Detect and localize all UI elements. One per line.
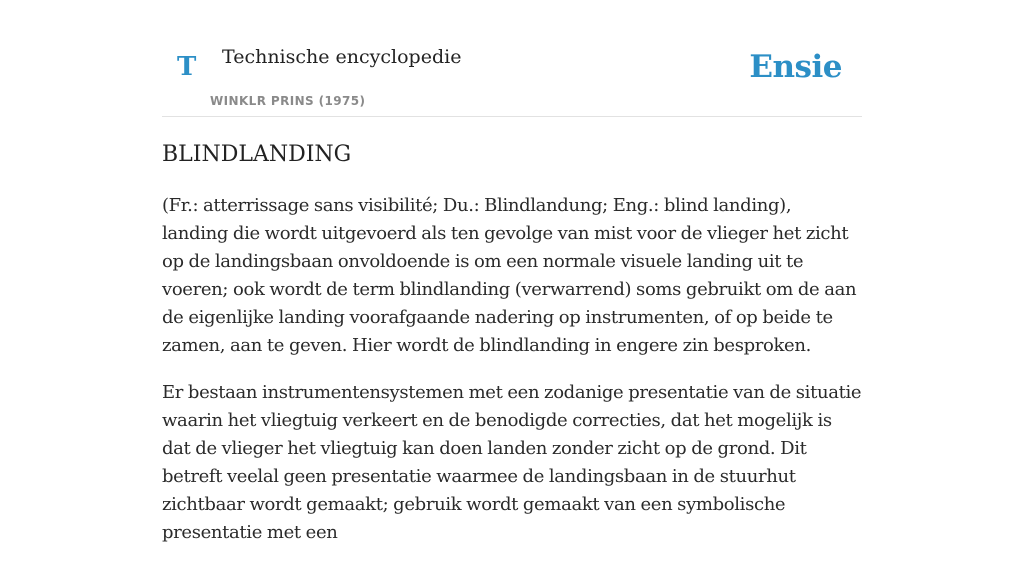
article-body bbox=[162, 192, 862, 566]
article-paragraph: Er bestaan instrumentensystemen met een zodanige presentatie van de situatie waarin het vliegtuig verkeert en de benodigde correcties, dat het mogelijk is dat de vlieger het vliegtuig kan doen landen zonder zicht op de grond. Dit betreft veelal geen presentatie waarmee de landingsbaan in de stuurhut zichtbaar wordt gemaakt; gebruik wordt gemaakt van een symbolische presentatie met een bbox=[162, 382, 862, 543]
site-header bbox=[162, 0, 862, 117]
article-headword: BLINDLANDING bbox=[162, 142, 352, 167]
book-subtitle: WINKLR PRINS (1975) bbox=[210, 94, 366, 108]
article-paragraph: (Fr.: atterrissage sans visibilité; Du.: Blindlandung; Eng.: blind landing), landing die wordt uitgevoerd als ten gevolge van mist voor de vlieger het zicht op de landingsbaan onvoldoende is om een normale visuele landing uit te voeren; ook wordt de term blindlanding (verwarrend) soms gebruikt om de aan de eigenlijke landing voorafgaande nadering op instrumenten, of op beide te zamen, aan te geven. Hier wordt de blindlanding in engere zin besproken. bbox=[162, 195, 857, 356]
book-title-link[interactable]: Technische encyclopedie bbox=[222, 46, 462, 68]
book-logo-icon[interactable]: T bbox=[177, 52, 197, 82]
ensie-logo-link[interactable]: Ensie bbox=[749, 49, 842, 85]
